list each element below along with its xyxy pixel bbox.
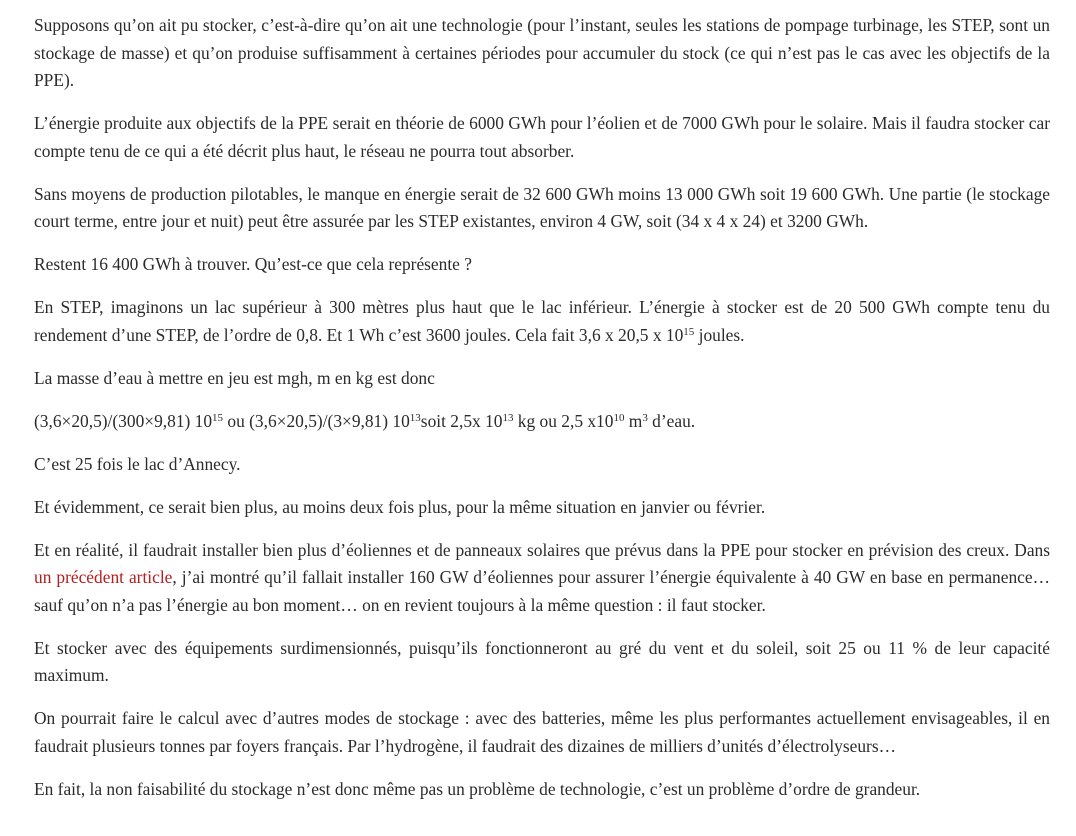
paragraph-energy-deficit: Sans moyens de production pilotables, le manque en énergie serait de 32 600 GWh moins 13 000 GWh soit 19 600 GWh. Une partie (le stockage court terme, entre jour et nuit) peut être assurée par les STEP existantes, environ 4 GW, soit (34 x 4 x 24) et 3200 GWh. (34, 183, 1050, 231)
formula-part-b: ou (3,6×20,5)/(3×9,81) 10 (223, 410, 410, 431)
formula-part-e: m (624, 410, 643, 431)
paragraph-winter: Et évidemment, ce serait bien plus, au moins deux fois plus, pour la même situation en janvier ou février. (34, 496, 766, 517)
step-calc-exponent: 15 (683, 325, 695, 338)
formula-part-d: kg ou 2,5 x10 (513, 410, 614, 431)
previous-article-link[interactable]: un précédent article (34, 567, 173, 587)
paragraph-annecy: C’est 25 fois le lac d’Annecy. (34, 453, 241, 474)
oversizing-text-after: , j’ai montré qu’il fallait installer 160 GW d’éoliennes pour assurer l’énergie équivalente à 40 GW en base en permanence… sauf qu’on n’a pas l’énergie au bon moment… on en revient toujours à la même question : il faut stocker. (34, 567, 1050, 615)
paragraph-storage-hypothesis: Supposons qu’on ait pu stocker, c’est-à-dire qu’on ait une technologie (pour l’instant, seules les stations de pompage turbinage, les STEP, sont un stockage de masse) et qu’on produise suffisamment à certaines périodes pour accumuler du stock (ce qui n’est pas le cas avec les objectifs de la PPE). (34, 15, 1050, 90)
formula-part-a: (3,6×20,5)/(300×9,81) 10 (34, 410, 213, 431)
paragraph-formula (34, 408, 1050, 436)
paragraph-oversizing (34, 537, 1050, 620)
formula-exp-a: 15 (212, 411, 224, 424)
step-calc-text: En STEP, imaginons un lac supérieur à 300 mètres plus haut que le lac inférieur. L’énergie à stocker est de 20 500 GWh compte tenu du rendement d’une STEP, de l’ordre de 0,8. Et 1 Wh c’est 3600 joules. Cela fait 3,6 x 20,5 x 10 (34, 297, 1050, 345)
formula-exp-b: 13 (409, 411, 421, 424)
paragraph-other-storage: On pourrait faire le calcul avec d’autres modes de stockage : avec des batteries, même les plus performantes actuellement envisageables, il en faudrait plusieurs tonnes par foyers français. Par l’hydrogène, il faudrait des dizaines de milliers d’unités d’électrolyseurs… (34, 708, 1050, 756)
paragraph-remaining: Restent 16 400 GWh à trouver. Qu’est-ce que cela représente ? (34, 254, 472, 274)
formula-exp-e: 3 (642, 411, 648, 424)
oversizing-text-before: Et en réalité, il faudrait installer bien plus d’éoliennes et de panneaux solaires que prévus dans la PPE pour stocker en prévision des creux. Dans (34, 539, 1050, 560)
paragraph-ppe-energy: L’énergie produite aux objectifs de la PPE serait en théorie de 6000 GWh pour l’éolien et de 7000 GWh pour le solaire. Mais il faudra stocker car compte tenu de ce qui a été décrit plus haut, le réseau ne pourra tout absorber. (34, 113, 1050, 161)
paragraph-step-calc (34, 294, 1050, 349)
formula-exp-c: 13 (502, 411, 514, 424)
formula-exp-d: 10 (613, 411, 625, 424)
paragraph-capacity: Et stocker avec des équipements surdimensionnés, puisqu’ils fonctionneront au gré du vent et du soleil, soit 25 ou 11 % de leur capacité maximum. (34, 637, 1050, 685)
step-calc-tail: joules. (694, 324, 745, 345)
formula-part-c: soit 2,5x 10 (420, 410, 503, 431)
paragraph-water-mass: La masse d’eau à mettre en jeu est mgh, m en kg est donc (34, 367, 435, 388)
formula-part-f: d’eau. (647, 410, 696, 431)
paragraph-conclusion: En fait, la non faisabilité du stockage n’est donc même pas un problème de technologie, c’est un problème d’ordre de grandeur. (34, 778, 921, 799)
